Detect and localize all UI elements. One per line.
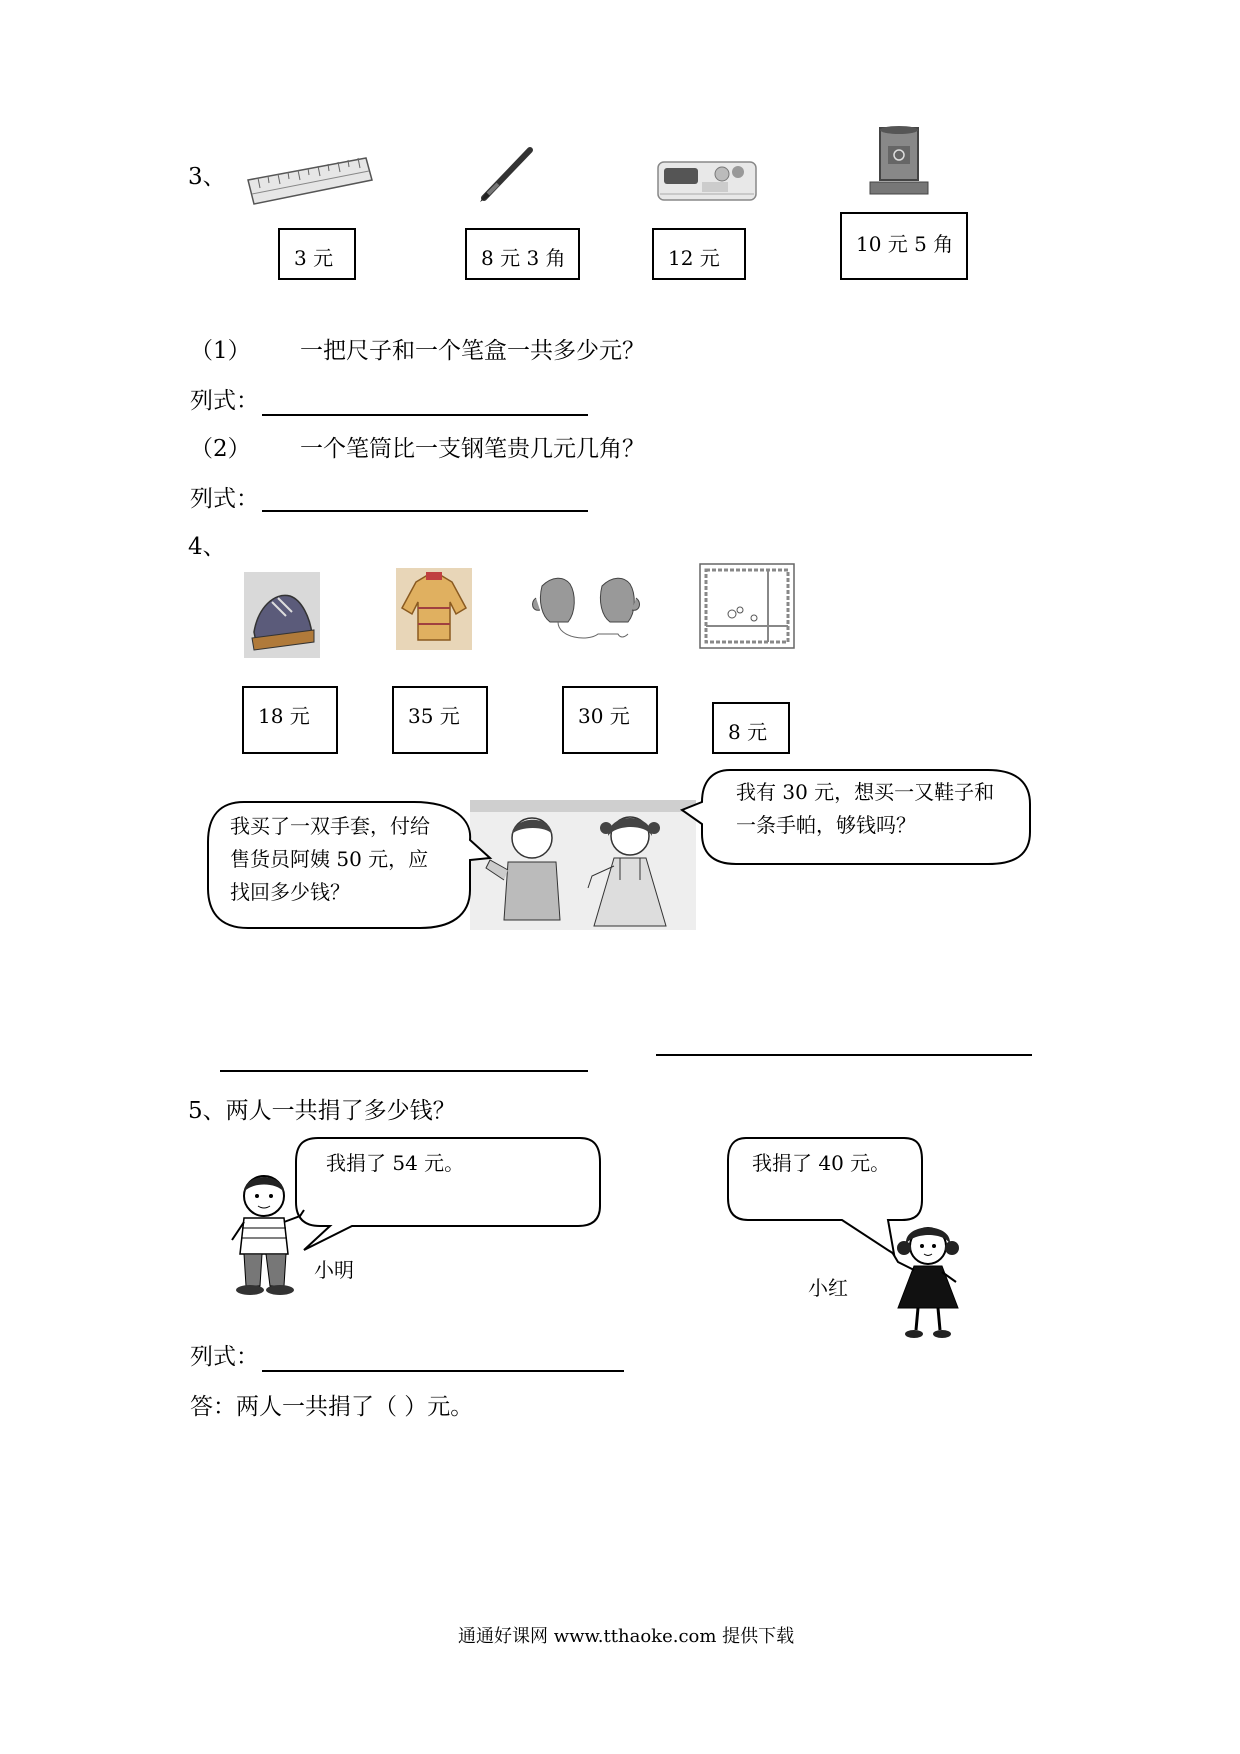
q5-title: 5、两人一共捐了多少钱？ bbox=[188, 1098, 456, 1124]
fountain-pen-icon bbox=[478, 144, 538, 202]
price-ruler: 3 元 bbox=[278, 228, 356, 280]
speech-right-line1: 我有 30 元，想买一又鞋子和 bbox=[736, 780, 995, 804]
children-illustration bbox=[470, 800, 696, 930]
girl-name: 小红 bbox=[808, 1276, 848, 1300]
boy-name: 小明 bbox=[314, 1258, 354, 1282]
q5-answer-sentence: 答：两人一共捐了（ ）元。 bbox=[190, 1394, 474, 1420]
price-pen-holder: 10 元 5 角 bbox=[840, 212, 968, 280]
q3-sub1-answer-line[interactable] bbox=[262, 414, 588, 416]
q4-answer-line-left[interactable] bbox=[220, 1070, 588, 1072]
q3-sub1-answer-label: 列式： bbox=[190, 388, 259, 414]
girl-xiaohong-icon bbox=[884, 1222, 968, 1342]
q3-sub1-label: （1） bbox=[190, 338, 251, 364]
ruler-icon bbox=[244, 150, 374, 208]
sweater-icon bbox=[396, 568, 472, 650]
q3-sub2-answer-label: 列式： bbox=[190, 486, 259, 512]
footer-text: 通通好课网 www.tthaoke.com 提供下载 bbox=[458, 1626, 795, 1647]
boy-speech-text: 我捐了 54 元。 bbox=[326, 1151, 465, 1175]
q3-number: 3、 bbox=[188, 164, 226, 190]
speech-right-line2: 一条手帕，够钱吗？ bbox=[736, 813, 916, 837]
q4-answer-line-right[interactable] bbox=[656, 1054, 1032, 1056]
price-mittens: 30 元 bbox=[562, 686, 658, 754]
q5-answer-label: 列式： bbox=[190, 1344, 259, 1370]
shoes-icon bbox=[244, 572, 320, 658]
price-pen: 8 元 3 角 bbox=[465, 228, 580, 280]
q3-sub2-answer-line[interactable] bbox=[262, 510, 588, 512]
girl-speech-text: 我捐了 40 元。 bbox=[752, 1151, 891, 1175]
price-handkerchief: 8 元 bbox=[712, 702, 790, 754]
price-pencil-case: 12 元 bbox=[652, 228, 746, 280]
mittens-icon bbox=[528, 572, 642, 648]
q3-sub1-text: 一把尺子和一个笔盒一共多少元？ bbox=[300, 338, 645, 364]
q3-sub2-text: 一个笔筒比一支钢笔贵几元几角？ bbox=[300, 436, 645, 462]
pencil-case-icon bbox=[656, 154, 760, 206]
price-sweater: 35 元 bbox=[392, 686, 488, 754]
speech-left-line2: 售货员阿姨 50 元，应 bbox=[230, 847, 429, 871]
speech-left-line1: 我买了一双手套，付给 bbox=[230, 814, 430, 838]
pen-holder-icon bbox=[866, 124, 932, 198]
q3-sub2-label: （2） bbox=[190, 436, 251, 462]
boy-xiaoming-icon bbox=[226, 1170, 308, 1298]
speech-left-line3: 找回多少钱？ bbox=[230, 880, 350, 904]
price-shoes: 18 元 bbox=[242, 686, 338, 754]
q5-answer-line[interactable] bbox=[262, 1370, 624, 1372]
q4-number: 4、 bbox=[188, 534, 226, 560]
handkerchief-icon bbox=[698, 562, 796, 650]
